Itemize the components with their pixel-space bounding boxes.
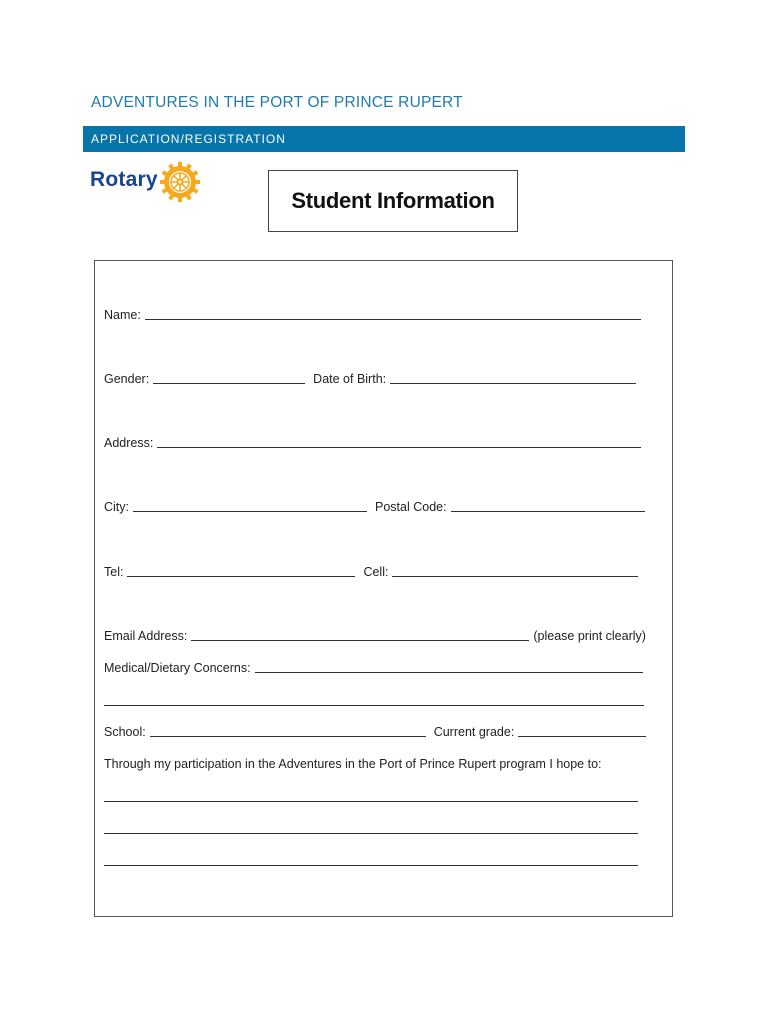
email-field[interactable] [191,628,529,641]
postal-label: Postal Code: [375,500,447,514]
hope-prompt [104,755,602,771]
medical-row [104,659,643,675]
tel-field[interactable] [127,564,355,577]
address-label: Address: [104,436,154,450]
email-note: (please print clearly) [533,629,646,643]
city-postal-row [104,498,645,514]
gender-dob-row [104,370,636,386]
email-label: Email Address: [104,629,188,643]
cell-field[interactable] [392,564,638,577]
tel-label: Tel: [104,565,124,579]
address-field[interactable] [157,435,641,448]
city-field[interactable] [133,499,367,512]
medical-label: Medical/Dietary Concerns: [104,661,251,675]
hope-answer-line-1[interactable] [104,801,638,802]
section-banner: APPLICATION/REGISTRATION [83,126,685,152]
dob-field[interactable] [390,371,636,384]
name-row [104,306,641,322]
city-label: City: [104,500,129,514]
student-form [94,260,673,917]
document-heading: ADVENTURES IN THE PORT OF PRINCE RUPERT [91,94,463,111]
medical-field[interactable] [255,660,643,673]
name-label: Name: [104,308,141,322]
hope-answer-line-2[interactable] [104,833,638,834]
medical-field-continued[interactable] [104,705,644,706]
school-label: School: [104,725,146,739]
rotary-wheel-icon [158,160,202,204]
cell-label: Cell: [363,565,389,579]
grade-field[interactable] [518,724,646,737]
hope-label: Through my participation in the Adventures in the Port of Prince Rupert program I hope to: [104,757,602,771]
logo-text: Rotary [90,168,158,191]
rotary-logo [90,160,205,204]
email-row [104,627,646,643]
postal-code-field[interactable] [451,499,645,512]
grade-label: Current grade: [433,725,515,739]
hope-answer-line-3[interactable] [104,865,638,866]
section-title: Student Information [268,170,518,232]
gender-field[interactable] [153,371,305,384]
name-field[interactable] [145,307,641,320]
school-grade-row [104,723,646,739]
dob-label: Date of Birth: [313,372,387,386]
school-field[interactable] [150,724,426,737]
tel-cell-row [104,563,638,579]
gender-label: Gender: [104,372,150,386]
address-row [104,434,641,450]
